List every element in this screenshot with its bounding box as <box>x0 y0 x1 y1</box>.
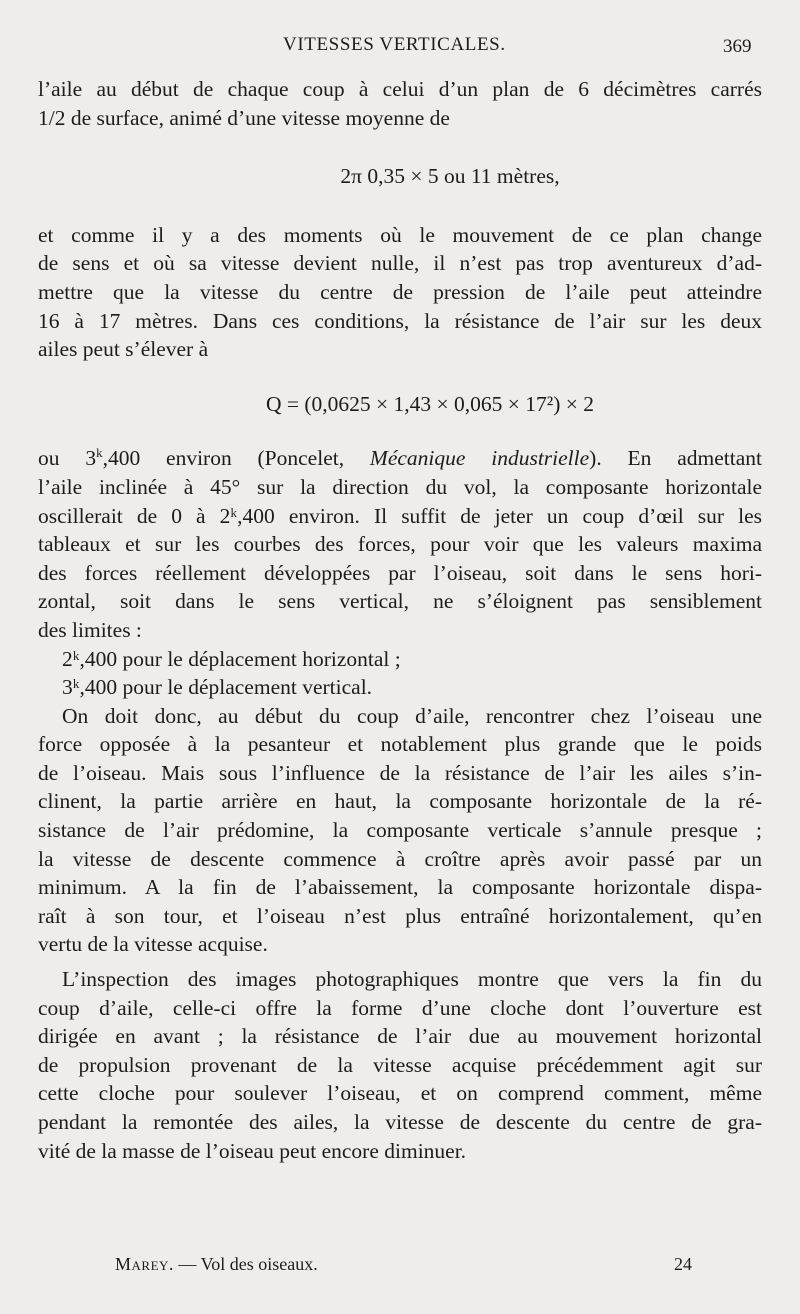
text-line: force opposée à la pesanteur et notablement plus grande que le poids <box>38 732 762 757</box>
text-line: coup d’aile, celle-ci offre la forme d’une cloche dont l’ouverture est <box>38 995 762 1020</box>
text-line: raît à son tour, et l’oiseau n’est plus entraîné horizontalement, qu’en <box>38 903 762 928</box>
text-fragment: ). En admettant <box>589 446 762 471</box>
unit-superscript: k <box>96 445 103 461</box>
page-header <box>0 34 800 58</box>
text-line: sistance de l’air prédomine, la composante verticale s’annule presque ; <box>38 818 762 843</box>
text-line: la vitesse de descente commence à croître après avoir passé par un <box>38 846 762 871</box>
book-short-title: — Vol des oiseaux. <box>173 1254 318 1274</box>
author-name: Marey. <box>115 1254 174 1274</box>
book-title: Mécanique industrielle <box>369 446 590 471</box>
formula-resistance: Q = (0,0625 × 1,43 × 0,065 × 17²) × 2 <box>265 391 595 416</box>
text-line: et comme il y a des moments où le mouvement de ce plan change <box>38 222 762 247</box>
text-line: des limites : <box>38 617 142 642</box>
text-line: L’inspection des images photographiques montre que vers la fin du <box>62 967 762 992</box>
text-fragment: ou 3 <box>38 446 97 471</box>
text-line: clinent, la partie arrière en haut, la composante horizontale de la ré- <box>38 789 762 814</box>
text-line: 1/2 de surface, animé d’une vitesse moyenne de <box>38 105 450 130</box>
text-line: pendant la remontée des ailes, la vitesse de descente du centre de gra- <box>38 1110 762 1134</box>
formula-velocity: 2π 0,35 × 5 ou 11 mètres, <box>340 164 560 189</box>
limit-horizontal: 2ᵏ,400 pour le déplacement horizontal ; <box>62 646 401 671</box>
text-line: tableaux et sur les courbes des forces, pour voir que les valeurs maxima <box>38 532 762 557</box>
page-footer <box>0 1254 800 1278</box>
limit-vertical: 3ᵏ,400 pour le déplacement vertical. <box>62 675 373 700</box>
signature-mark: 24 <box>674 1254 692 1274</box>
text-line: oscillerait de 0 à 2ᵏ,400 environ. Il suffit de jeter un coup d’œil sur les <box>38 503 762 528</box>
text-line: l’aile au début de chaque coup à celui d’un plan de 6 décimètres carrés <box>38 77 762 101</box>
text-fragment: ,400 environ (Poncelet, <box>102 446 370 471</box>
text-line: minimum. A la fin de l’abaissement, la composante horizontale dispa- <box>38 875 762 900</box>
text-line: des forces réellement développées par l’oiseau, soit dans le sens hori- <box>38 560 762 585</box>
running-title: VITESSES VERTICALES. <box>283 34 506 55</box>
text-line: de l’oiseau. Mais sous l’influence de la résistance de l’air les ailes s’in- <box>38 760 762 785</box>
text-line: de sens et où sa vitesse devient nulle, il n’est pas trop aventureux d’ad- <box>38 251 762 276</box>
text-line: cette cloche pour soulever l’oiseau, et on comprend comment, même <box>38 1081 762 1106</box>
text-line: l’aile inclinée à 45° sur la direction du vol, la composante horizontale <box>38 474 762 499</box>
text-line: dirigée en avant ; la résistance de l’air due au mouvement horizontal <box>38 1024 762 1049</box>
text-line: On doit donc, au début du coup d’aile, rencontrer chez l’oiseau une <box>62 703 762 728</box>
footer-credit <box>115 1254 318 1275</box>
text-line-reference <box>38 444 762 473</box>
text-line: vertu de la vitesse acquise. <box>38 932 268 957</box>
page-body <box>38 75 762 1165</box>
text-line: de propulsion provenant de la vitesse acquise précédemment agit sur <box>38 1052 762 1077</box>
text-line: ailes peut s’élever à <box>38 337 209 362</box>
text-line: 16 à 17 mètres. Dans ces conditions, la résistance de l’air sur les deux <box>38 308 762 333</box>
text-line: zontal, soit dans le sens vertical, ne s’éloignent pas sensiblement <box>38 589 762 614</box>
text-line: mettre que la vitesse du centre de pression de l’aile peut atteindre <box>38 279 762 304</box>
text-line: vité de la masse de l’oiseau peut encore diminuer. <box>38 1138 467 1163</box>
page-number: 369 <box>723 36 752 57</box>
